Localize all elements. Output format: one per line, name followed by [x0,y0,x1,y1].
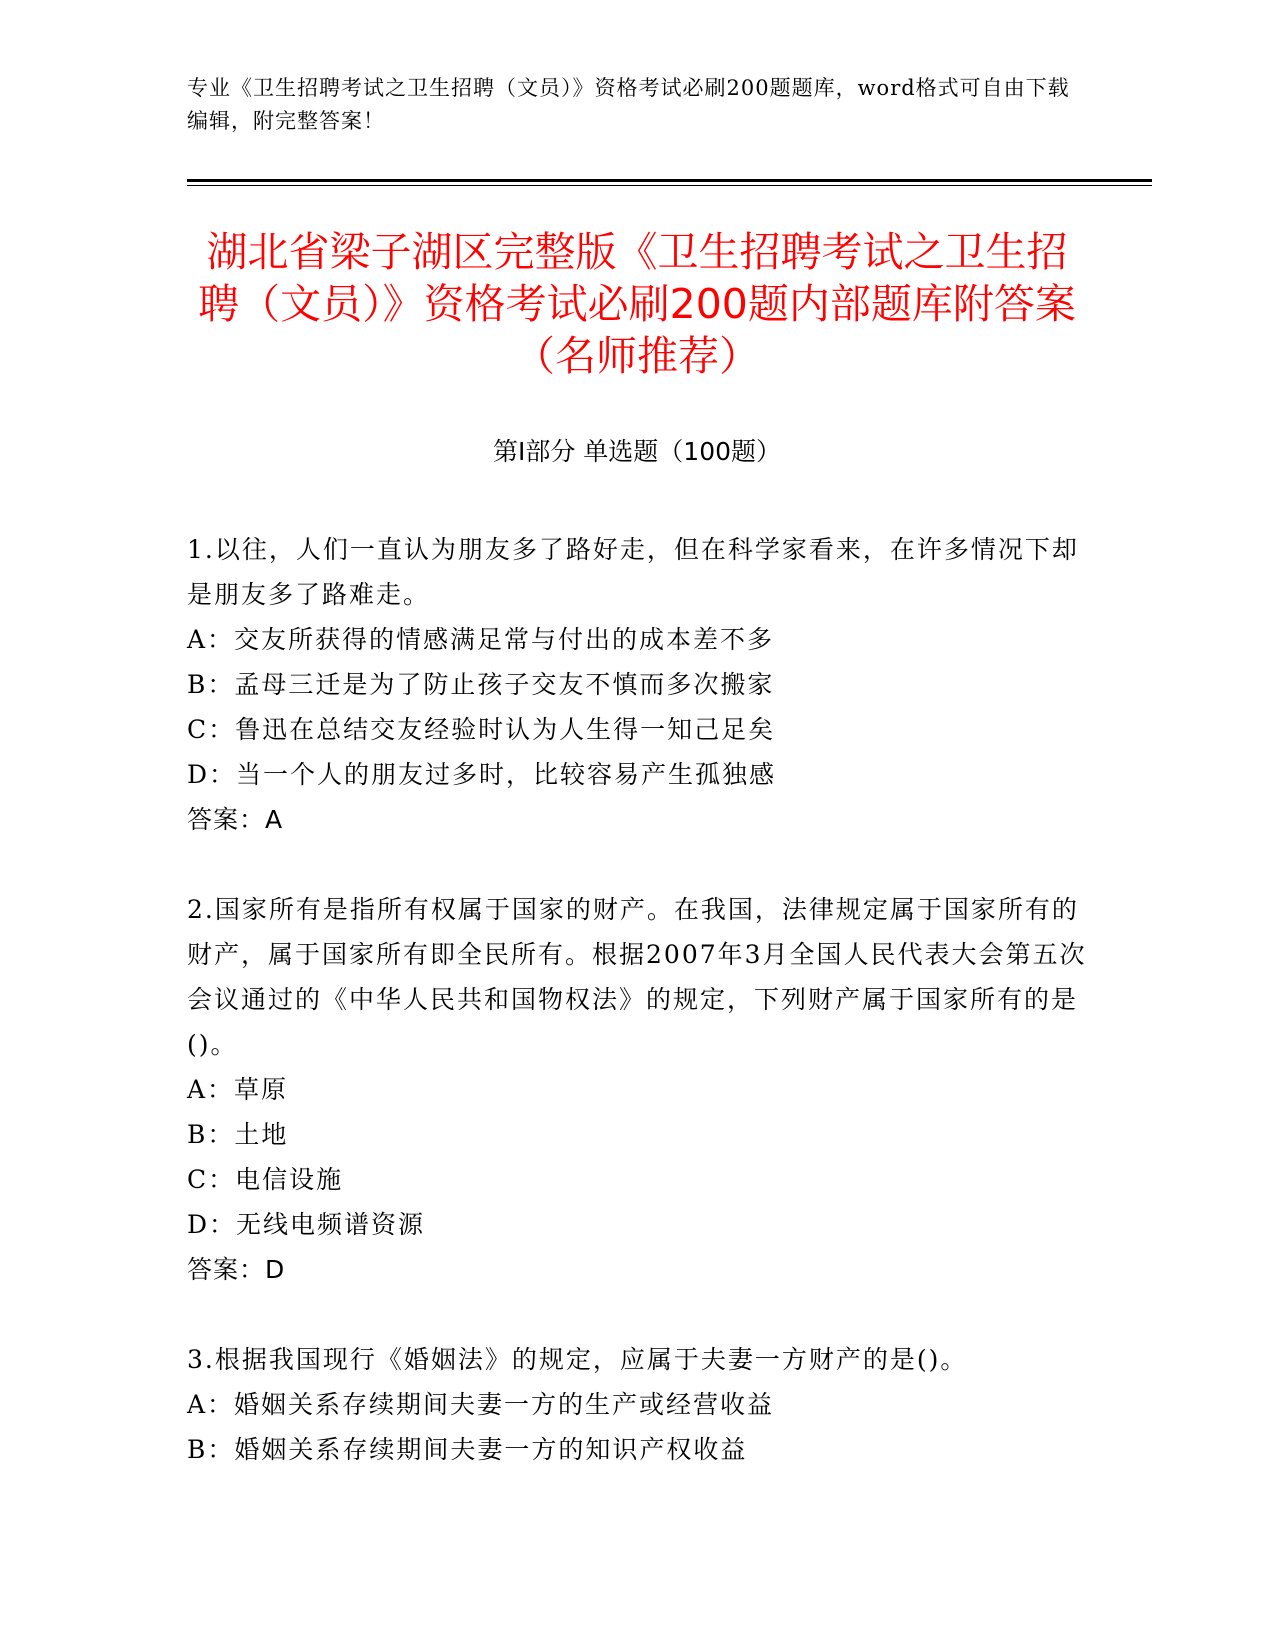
option-b: B：婚姻关系存续期间夫妻一方的知识产权收益 [187,1435,748,1464]
option-c: C：鲁迅在总结交友经验时认为人生得一知己足矣 [187,715,776,744]
option-a: A：草原 [187,1075,289,1104]
option-b: B：土地 [187,1120,289,1149]
option-d: D：当一个人的朋友过多时，比较容易产生孤独感 [187,760,777,789]
question-stem: 3.根据我国现行《婚姻法》的规定，应属于夫妻一方财产的是()。 [187,1345,968,1374]
section-title: 第Ⅰ部分 单选题（100题） [492,437,782,466]
question-2 [187,887,1087,1292]
document-title: 湖北省梁子湖区完整版《卫生招聘考试之卫生招聘（文员）》资格考试必刷200题内部题库附答案（名师推荐） [198,228,1076,380]
option-a: A：婚姻关系存续期间夫妻一方的生产或经营收益 [187,1390,775,1419]
header-rule-thick [187,179,1152,182]
option-a: A：交友所获得的情感满足常与付出的成本差不多 [187,625,775,654]
answer-line: 答案：D [187,1255,286,1284]
question-stem: 1.以往，人们一直认为朋友多了路好走，但在科学家看来，在许多情况下却是朋友多了路难走。 [187,535,1079,609]
header-rule-thin [187,185,1152,186]
question-stem: 2.国家所有是指所有权属于国家的财产。在我国，法律规定属于国家所有的财产，属于国家所有即全民所有。根据2007年3月全国人民代表大会第五次会议通过的《中华人民共和国物权法》的规定，下列财产属于国家所有的是()。 [187,895,1087,1059]
question-list [187,527,1087,1517]
option-b: B：孟母三迁是为了防止孩子交友不慎而多次搬家 [187,670,775,699]
option-c: C：电信设施 [187,1165,344,1194]
question-1 [187,527,1087,842]
header-note: 专业《卫生招聘考试之卫生招聘（文员）》资格考试必刷200题题库，word格式可自由下载编辑，附完整答案！ [187,76,1070,133]
question-3 [187,1337,1087,1472]
option-d: D：无线电频谱资源 [187,1210,426,1239]
answer-line: 答案：A [187,805,284,834]
